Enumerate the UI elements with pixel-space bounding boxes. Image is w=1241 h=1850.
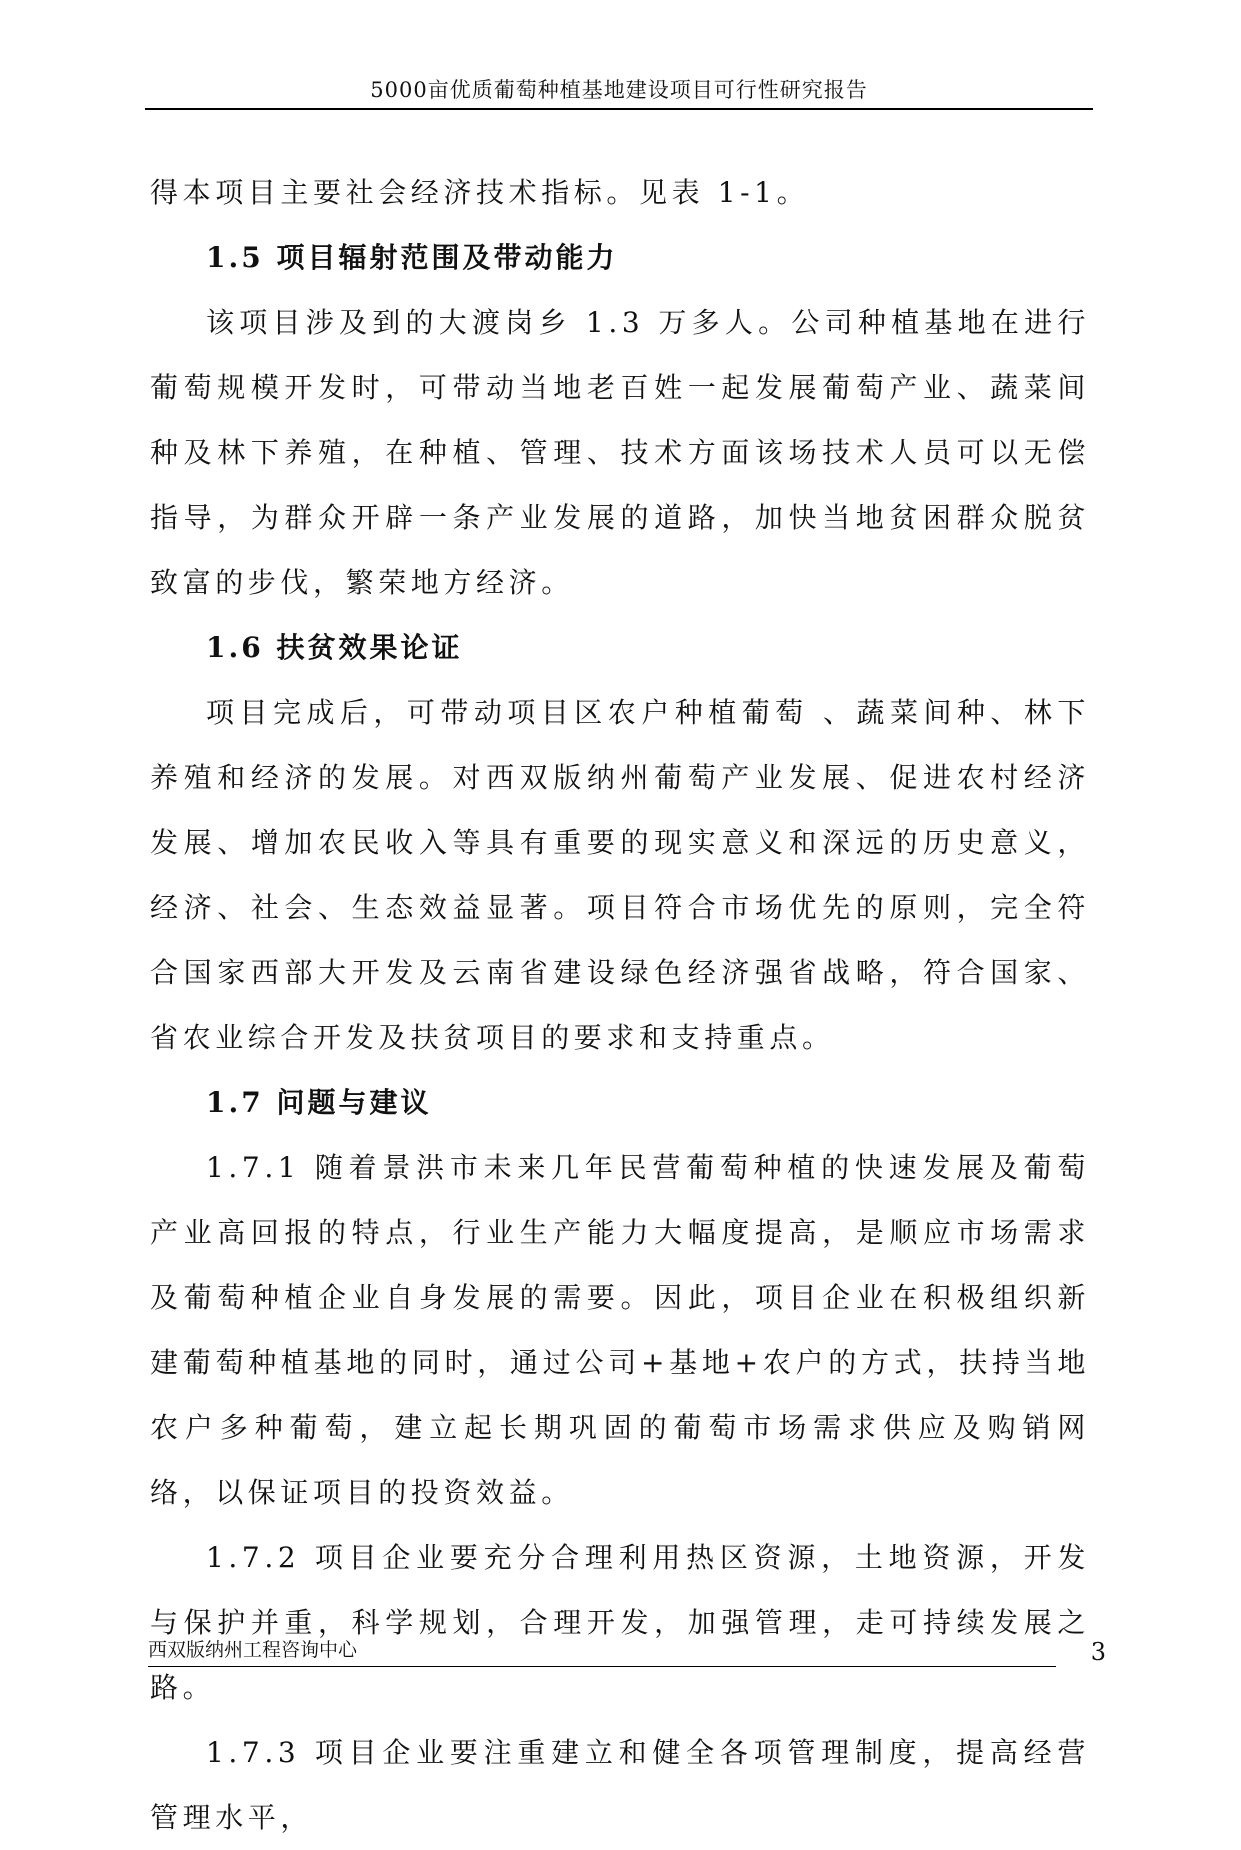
section-heading-1-5: 1.5 项目辐射范围及带动能力 [206,241,618,274]
page-footer [148,1635,1106,1669]
document-title: 5000亩优质葡萄种植基地建设项目可行性研究报告 [370,78,868,102]
page-number: 3 [1090,1638,1106,1666]
section-1-7-3-paragraph: 1.7.3 项目企业要注重建立和健全各项管理制度，提高经营管理水平， [150,1736,1090,1834]
document-body [150,160,1090,1850]
section-heading-1-6: 1.6 扶贫效果论证 [206,631,463,664]
section-1-5-paragraph: 该项目涉及到的大渡岗乡 1.3 万多人。公司种植基地在进行葡萄规模开发时，可带动当地老百姓一起发展葡萄产业、蔬菜间种及林下养殖，在种植、管理、技术方面该场技术人员可以无偿指导，为群众开辟一条产业发展的道路，加快当地贫困群众脱贫致富的步伐，繁荣地方经济。 [150,306,1090,599]
intro-paragraph: 得本项目主要社会经济技术指标。见表 1-1。 [150,176,810,209]
section-1-7-1-paragraph: 1.7.1 随着景洪市未来几年民营葡萄种植的快速发展及葡萄产业高回报的特点，行业生产能力大幅度提高，是顺应市场需求及葡萄种植企业自身发展的需要。因此，项目企业在积极组织新建葡萄种植基地的同时，通过公司+基地+农户的方式，扶持当地农户多种葡萄，建立起长期巩固的葡萄市场需求供应及购销网络，以保证项目的投资效益。 [150,1151,1090,1509]
section-heading-1-7: 1.7 问题与建议 [206,1086,432,1119]
page-header [145,72,1093,110]
footer-rule [148,1666,1056,1667]
section-1-6-paragraph: 项目完成后，可带动项目区农户种植葡萄 、蔬菜间种、林下养殖和经济的发展。对西双版纳州葡萄产业发展、促进农村经济发展、增加农民收入等具有重要的现实意义和深远的历史意义，经济、社会、生态效益显著。项目符合市场优先的原则，完全符合国家西部大开发及云南省建设绿色经济强省战略，符合国家、省农业综合开发及扶贫项目的要求和支持重点。 [150,696,1090,1054]
section-1-7-2-paragraph: 1.7.2 项目企业要充分合理利用热区资源，土地资源，开发与保护并重，科学规划，合理开发，加强管理，走可持续发展之路。 [150,1541,1090,1704]
footer-organization: 西双版纳州工程咨询中心 [148,1639,358,1661]
